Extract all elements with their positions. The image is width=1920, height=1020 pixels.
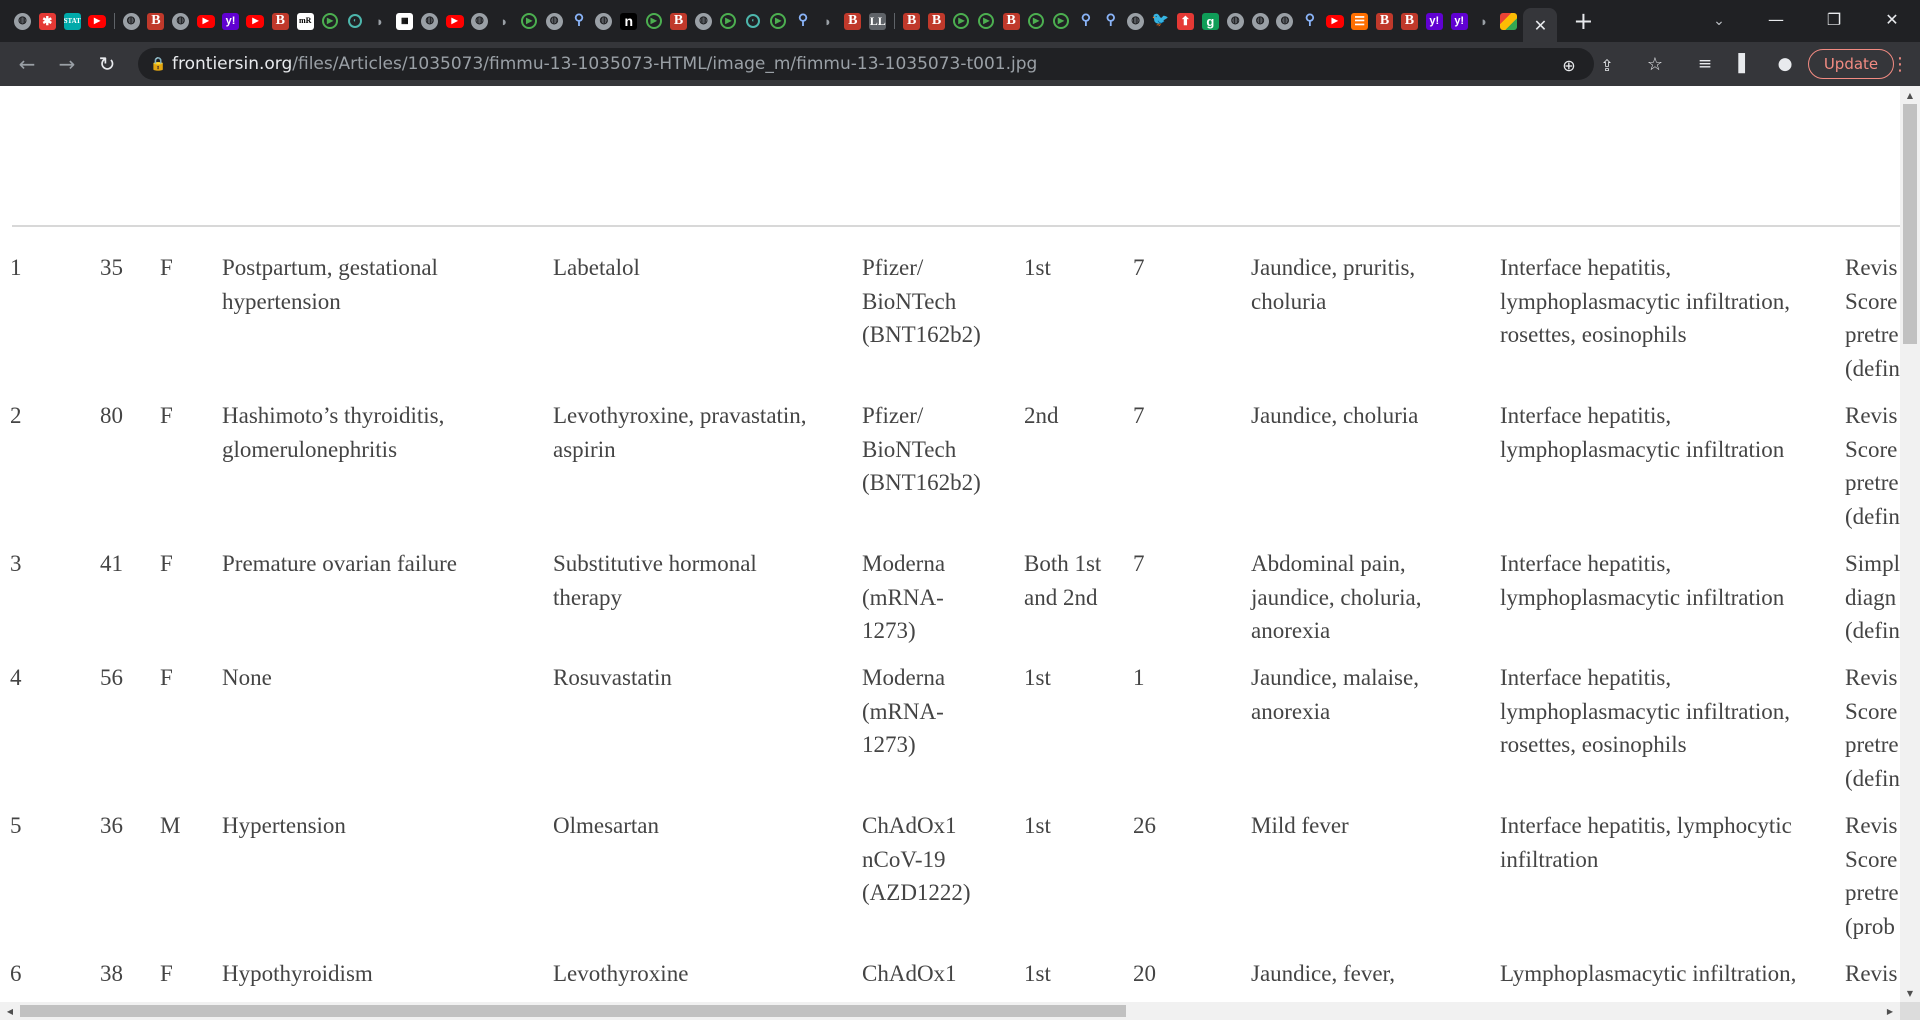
tab-separator [894, 13, 895, 29]
table-cell-symptoms: jaundice, choluria, [1251, 584, 1422, 610]
table-cell-extra: Score [1845, 846, 1898, 872]
tab-favicon-icon: y! [1426, 13, 1443, 30]
table-cell-histology: lymphoplasmacytic infiltration, [1500, 288, 1790, 314]
browser-toolbar [0, 42, 1920, 86]
browser-tab[interactable] [865, 6, 890, 36]
table-cell-extra: pretre [1845, 732, 1899, 757]
tab-favicon-icon: ◍ [471, 13, 488, 30]
browser-tab[interactable] [1472, 6, 1497, 36]
browser-tab[interactable] [1497, 6, 1522, 36]
table-cell-age: 35 [100, 255, 123, 280]
tab-favicon-icon: B [272, 13, 289, 30]
table-cell-extra: Revis [1845, 813, 1898, 838]
table-cell-vaccine: (mRNA- [862, 584, 944, 610]
browser-tab[interactable] [741, 6, 766, 36]
table-cell-medications: Labetalol [553, 255, 640, 280]
tab-favicon-icon: ▶ [1028, 13, 1044, 29]
tab-favicon-icon: ▶ [521, 13, 537, 29]
table-cell-histology: Interface hepatitis, [1500, 665, 1672, 690]
table-cell-extra: Score [1845, 436, 1898, 462]
browser-tab[interactable] [35, 6, 60, 36]
table-cell-symptoms: Abdominal pain, [1251, 551, 1406, 576]
scroll-down-icon[interactable]: ▼ [1906, 988, 1914, 998]
tab-favicon-icon: B [147, 13, 164, 30]
browser-tab[interactable] [367, 6, 392, 36]
tab-favicon-icon: STAT [64, 13, 81, 30]
tab-favicon-icon: ◍ [1227, 13, 1244, 30]
new-tab-button[interactable]: + [1573, 7, 1594, 35]
browser-tab[interactable] [193, 6, 218, 36]
tab-favicon-icon: ◍ [14, 13, 31, 30]
table-cell-histology: infiltration [1500, 846, 1599, 872]
table-cell-onset: 7 [1133, 255, 1145, 280]
table-cell-sex: F [160, 665, 173, 690]
table-cell-symptoms: Jaundice, fever, [1251, 961, 1396, 986]
tab-favicon-icon: LL [869, 14, 886, 28]
tab-favicon-icon: ⚲ [797, 13, 809, 28]
table-cell-vaccine: Pfizer/ [862, 255, 924, 280]
tab-favicon-icon: ▶ [246, 15, 264, 28]
table-cell-sex: F [160, 551, 173, 576]
table-cell-extra: Score [1845, 698, 1898, 724]
tab-favicon-icon: ▶ [88, 15, 106, 28]
tab-favicon-icon: ▶ [322, 13, 338, 29]
tab-favicon-icon: ◐ [746, 14, 760, 28]
table-cell-no: 5 [10, 813, 22, 838]
table-cell-age: 41 [100, 551, 123, 576]
browser-tab[interactable] [318, 6, 343, 36]
table-cell-extra: pretre [1845, 470, 1899, 495]
table-cell-symptoms: anorexia [1251, 698, 1331, 724]
table-cell-histology: lymphoplasmacytic infiltration [1500, 436, 1785, 462]
browser-tab[interactable] [1123, 6, 1148, 36]
browser-tab[interactable] [1447, 6, 1472, 36]
table-cell-dose: 2nd [1024, 403, 1059, 428]
table-cell-extra: (defin [1845, 503, 1900, 529]
table-cell-symptoms: choluria [1251, 288, 1327, 314]
browser-tab[interactable] [1098, 6, 1123, 36]
forward-icon[interactable]: → [58, 52, 76, 76]
browser-tab[interactable] [974, 6, 999, 36]
tab-favicon-icon: g [1202, 13, 1219, 30]
table-cell-vaccine: ChAdOx1 [862, 961, 957, 986]
tab-favicon-icon: ⚲ [573, 13, 585, 28]
browser-tab[interactable] [840, 6, 865, 36]
browser-tab[interactable] [343, 6, 368, 36]
browser-tab[interactable] [591, 6, 616, 36]
tab-favicon-icon: ▶ [197, 15, 215, 28]
table-cell-extra: pretre [1845, 880, 1899, 905]
tab-favicon-icon: ◍ [595, 13, 612, 30]
table-cell-morbidities: Hypertension [222, 813, 346, 838]
table-cell-histology: Interface hepatitis, [1500, 403, 1672, 428]
tab-favicon-icon: ▶ [1326, 15, 1344, 28]
tab-favicon-icon: B [1376, 13, 1393, 30]
browser-tab[interactable] [60, 6, 85, 36]
table-cell-vaccine: (mRNA- [862, 698, 944, 724]
tab-favicon-icon: ⚲ [1080, 13, 1091, 28]
table-cell-vaccine: ChAdOx1 [862, 813, 957, 838]
browser-tab[interactable] [1148, 6, 1173, 36]
browser-tab[interactable] [616, 6, 641, 36]
restore-icon[interactable]: ❐ [1826, 9, 1842, 29]
tab-favicon-icon: B [1003, 13, 1020, 30]
table-cell-onset: 7 [1133, 551, 1145, 576]
active-tab-close-icon[interactable]: ✕ [1523, 8, 1557, 42]
table-cell-extra: Revis [1845, 665, 1898, 690]
table-cell-extra: Revis [1845, 403, 1898, 428]
table-cell-symptoms: Mild fever [1251, 813, 1349, 838]
tab-favicon-icon: ◍ [172, 13, 189, 30]
lock-icon[interactable]: 🔒 [150, 56, 167, 72]
tab-favicon-icon: B [844, 13, 861, 30]
table-cell-sex: F [160, 403, 173, 428]
table-cell-vaccine: BioNTech [862, 436, 957, 462]
side-panel-icon[interactable]: ▌ [1738, 54, 1752, 74]
table-cell-vaccine: Moderna [862, 551, 946, 576]
tab-favicon-icon: ◗ [824, 13, 832, 29]
browser-tab[interactable] [143, 6, 168, 36]
tab-favicon-icon: ◍ [546, 13, 563, 30]
browser-tab[interactable] [949, 6, 974, 36]
close-window-icon[interactable]: ✕ [1885, 9, 1899, 29]
table-cell-dose: Both 1st [1024, 551, 1102, 576]
table-cell-sex: F [160, 255, 173, 280]
browser-tab[interactable] [999, 6, 1024, 36]
table-cell-morbidities: Premature ovarian failure [222, 551, 457, 576]
scrollbar-corner [1900, 1002, 1920, 1020]
browser-tab[interactable] [1173, 6, 1198, 36]
table-cell-age: 36 [100, 813, 123, 838]
tab-favicon-icon: ◐ [348, 14, 362, 28]
tab-favicon-icon: ☰ [1351, 13, 1368, 30]
browser-tab[interactable] [1297, 6, 1322, 36]
table-cell-vaccine: nCoV-19 [862, 846, 946, 872]
browser-tab[interactable] [1372, 6, 1397, 36]
tab-favicon-icon: ◗ [1480, 13, 1489, 29]
table-cell-symptoms: Jaundice, pruritis, [1251, 255, 1416, 280]
table-cell-onset: 7 [1133, 403, 1145, 428]
table-cell-extra: Score [1845, 288, 1898, 314]
browser-tab[interactable] [1073, 6, 1098, 36]
bookmark-star-icon[interactable]: ☆ [1646, 53, 1664, 75]
table-cell-histology: Interface hepatitis, lymphocytic [1500, 813, 1792, 838]
url-host: frontiersin.org [172, 54, 293, 74]
table-cell-medications: Substitutive hormonal [553, 551, 757, 576]
table-cell-symptoms: Jaundice, choluria [1251, 403, 1419, 428]
tab-favicon-icon: ⚲ [1304, 13, 1315, 28]
tab-search-icon[interactable]: ⌄ [1713, 13, 1725, 29]
browser-tab[interactable] [168, 6, 193, 36]
browser-tab[interactable] [1198, 6, 1223, 36]
browser-tab[interactable] [567, 6, 592, 36]
browser-tab[interactable] [691, 6, 716, 36]
table-cell-no: 4 [10, 665, 22, 690]
table-cell-extra: pretre [1845, 322, 1899, 347]
browser-tab[interactable] [492, 6, 517, 36]
table-cell-no: 1 [10, 255, 22, 280]
table-cell-morbidities: Hashimoto’s thyroiditis, [222, 403, 445, 428]
browser-tab[interactable] [766, 6, 791, 36]
tab-favicon-icon: ◍ [1127, 13, 1144, 30]
browser-tab[interactable] [1273, 6, 1298, 36]
table-cell-onset: 26 [1133, 813, 1156, 838]
browser-tab[interactable] [1049, 6, 1074, 36]
table-cell-age: 56 [100, 665, 123, 690]
table-cell-age: 38 [100, 961, 123, 986]
tab-favicon-icon: y! [1451, 13, 1468, 30]
tab-favicon-icon: ⬆ [1177, 13, 1194, 30]
table-cell-morbidities: None [222, 665, 272, 690]
browser-tab[interactable] [218, 6, 243, 36]
table-cell-morbidities: Hypothyroidism [222, 961, 373, 986]
table-cell-medications: therapy [553, 584, 622, 610]
table-cell-vaccine: Pfizer/ [862, 403, 924, 428]
table-cell-histology: rosettes, eosinophils [1500, 322, 1687, 347]
tab-favicon-icon: ◗ [500, 13, 509, 29]
vertical-scroll-thumb[interactable] [1903, 104, 1917, 344]
tab-favicon-icon: ✱ [39, 13, 56, 30]
table-cell-dose: 1st [1024, 813, 1051, 838]
tab-favicon-icon: mR [297, 13, 314, 30]
tab-favicon-icon: ▶ [770, 13, 786, 29]
table-cell-extra: (prob [1845, 913, 1895, 939]
browser-tab[interactable] [924, 6, 949, 36]
table-cell-vaccine: (AZD1222) [862, 880, 971, 905]
horizontal-scrollbar[interactable] [0, 1002, 1900, 1020]
browser-tab[interactable] [1397, 6, 1422, 36]
table-cell-vaccine: (BNT162b2) [862, 322, 981, 347]
browser-tab[interactable] [816, 6, 841, 36]
tab-favicon-icon: ▶ [646, 13, 662, 29]
url-path: /files/Articles/1035073/fimmu-13-1035073-HTML/image_m/fimmu-13-1035073-t001.jpg [292, 54, 1038, 74]
table-cell-sex: F [160, 961, 173, 986]
tab-favicon-icon: ▶ [978, 13, 994, 29]
browser-tab[interactable] [392, 6, 417, 36]
table-cell-no: 3 [10, 551, 22, 576]
zoom-icon[interactable]: ⊕ [1562, 55, 1576, 75]
browser-tab[interactable] [119, 6, 144, 36]
browser-tab[interactable] [899, 6, 924, 36]
horizontal-scroll-thumb[interactable] [20, 1005, 1126, 1017]
browser-tab[interactable] [442, 6, 467, 36]
scroll-up-icon[interactable]: ▲ [1906, 90, 1914, 100]
browser-tab[interactable] [666, 6, 691, 36]
profile-icon[interactable]: ● [1777, 54, 1793, 74]
table-cell-morbidities: hypertension [222, 288, 341, 314]
browser-tab[interactable] [1248, 6, 1273, 36]
table-cell-dose: 1st [1024, 255, 1051, 280]
tab-favicon-icon: ▶ [953, 13, 969, 29]
tab-favicon-icon: ▶ [720, 13, 736, 29]
browser-tab[interactable] [10, 6, 35, 36]
browser-tab[interactable] [467, 6, 492, 36]
table-cell-dose: and 2nd [1024, 584, 1098, 610]
table-cell-no: 6 [10, 961, 22, 986]
browser-tab[interactable] [542, 6, 567, 36]
tab-favicon-icon: ◗ [375, 13, 384, 29]
page-viewport [0, 86, 1900, 1002]
table-cell-dose: 1st [1024, 665, 1051, 690]
tab-favicon-icon: ◍ [695, 13, 712, 30]
browser-tab[interactable] [268, 6, 293, 36]
tab-favicon-icon [1500, 13, 1517, 30]
browser-tab[interactable] [85, 6, 110, 36]
vertical-scrollbar[interactable] [1900, 86, 1920, 1002]
table-cell-histology: Lymphoplasmacytic infiltration, [1500, 961, 1797, 986]
browser-tab[interactable] [1024, 6, 1049, 36]
browser-tab[interactable] [293, 6, 318, 36]
back-icon[interactable]: ← [18, 52, 36, 76]
table-cell-extra: Simpl [1845, 551, 1900, 576]
table-cell-medications: Levothyroxine, pravastatin, [553, 403, 807, 428]
table-cell-dose: 1st [1024, 961, 1051, 986]
tab-favicon-icon: ⚲ [1105, 13, 1116, 28]
tab-separator [114, 13, 115, 29]
browser-tab[interactable] [243, 6, 268, 36]
tab-favicon-icon: B [670, 13, 687, 30]
table-cell-medications: Olmesartan [553, 813, 660, 838]
table-cell-medications: Rosuvastatin [553, 665, 672, 690]
table-cell-vaccine: 1273) [862, 732, 916, 757]
tab-favicon-icon: y! [222, 13, 239, 30]
table-cell-vaccine: BioNTech [862, 288, 957, 314]
browser-tab[interactable] [417, 6, 442, 36]
table-cell-extra: diagn [1845, 584, 1897, 610]
table-cell-extra: Revis [1845, 255, 1898, 280]
table-cell-no: 2 [10, 403, 22, 428]
scroll-left-icon[interactable]: ◀ [6, 1006, 14, 1016]
scroll-right-icon[interactable]: ▶ [1886, 1006, 1894, 1016]
table-cell-morbidities: Postpartum, gestational [222, 255, 438, 280]
update-button[interactable]: Update [1808, 49, 1894, 79]
table-cell-extra: (defin [1845, 618, 1900, 643]
table-cell-symptoms: anorexia [1251, 618, 1331, 643]
table-cell-extra: (defin [1845, 355, 1900, 381]
tab-favicon-icon: ▦ [396, 13, 413, 30]
tab-favicon-icon: B [928, 13, 945, 30]
browser-tab[interactable] [641, 6, 666, 36]
tab-favicon-icon: ◍ [421, 13, 438, 30]
tab-favicon-icon: ◍ [1252, 13, 1269, 30]
tab-list [0, 0, 1521, 42]
table-cell-onset: 1 [1133, 665, 1145, 690]
table-cell-vaccine: Moderna [862, 665, 946, 690]
tab-favicon-icon: ▶ [446, 15, 464, 28]
table-cell-vaccine: 1273) [862, 618, 916, 643]
browser-tab[interactable] [1322, 6, 1347, 36]
table-cell-age: 80 [100, 403, 123, 428]
address-bar[interactable] [138, 48, 1614, 80]
tab-favicon-icon: ◍ [123, 13, 140, 30]
tab-favicon-icon: ▶ [1053, 13, 1069, 29]
header-divider [12, 225, 1900, 227]
table-cell-histology: Interface hepatitis, [1500, 551, 1672, 576]
browser-tab[interactable] [716, 6, 741, 36]
table-cell-extra: Revis [1845, 961, 1898, 986]
table-cell-onset: 20 [1133, 961, 1156, 986]
table-cell-extra: (defin [1845, 765, 1900, 791]
browser-tab[interactable] [517, 6, 542, 36]
table-cell-medications: aspirin [553, 436, 616, 462]
tab-favicon-icon: 🐦 [1151, 13, 1170, 28]
browser-tab[interactable] [1347, 6, 1372, 36]
table-cell-sex: M [160, 813, 181, 838]
browser-tab[interactable] [791, 6, 816, 36]
table-cell-medications: Levothyroxine [553, 961, 689, 986]
table-cell-symptoms: Jaundice, malaise, [1251, 665, 1419, 690]
table-cell-vaccine: (BNT162b2) [862, 470, 981, 495]
tab-favicon-icon: B [903, 13, 920, 30]
tab-favicon-icon: n [620, 13, 637, 30]
browser-tab[interactable] [1223, 6, 1248, 36]
table-cell-morbidities: glomerulonephritis [222, 436, 398, 462]
share-icon[interactable]: ⇪ [1600, 55, 1614, 75]
menu-kebab-icon[interactable]: ⋮ [1891, 53, 1909, 75]
table-cell-histology: Interface hepatitis, [1500, 255, 1672, 280]
minimize-icon[interactable]: — [1768, 9, 1784, 29]
reading-list-icon[interactable]: ≡ [1697, 54, 1713, 74]
tab-favicon-icon: ◍ [1276, 13, 1293, 30]
table-cell-histology: lymphoplasmacytic infiltration [1500, 584, 1785, 610]
table-cell-histology: rosettes, eosinophils [1500, 732, 1687, 757]
browser-tab[interactable] [1422, 6, 1447, 36]
tab-favicon-icon: B [1401, 13, 1418, 30]
reload-icon[interactable]: ↻ [98, 52, 116, 76]
table-cell-histology: lymphoplasmacytic infiltration, [1500, 698, 1790, 724]
tab-strip [0, 0, 1920, 42]
